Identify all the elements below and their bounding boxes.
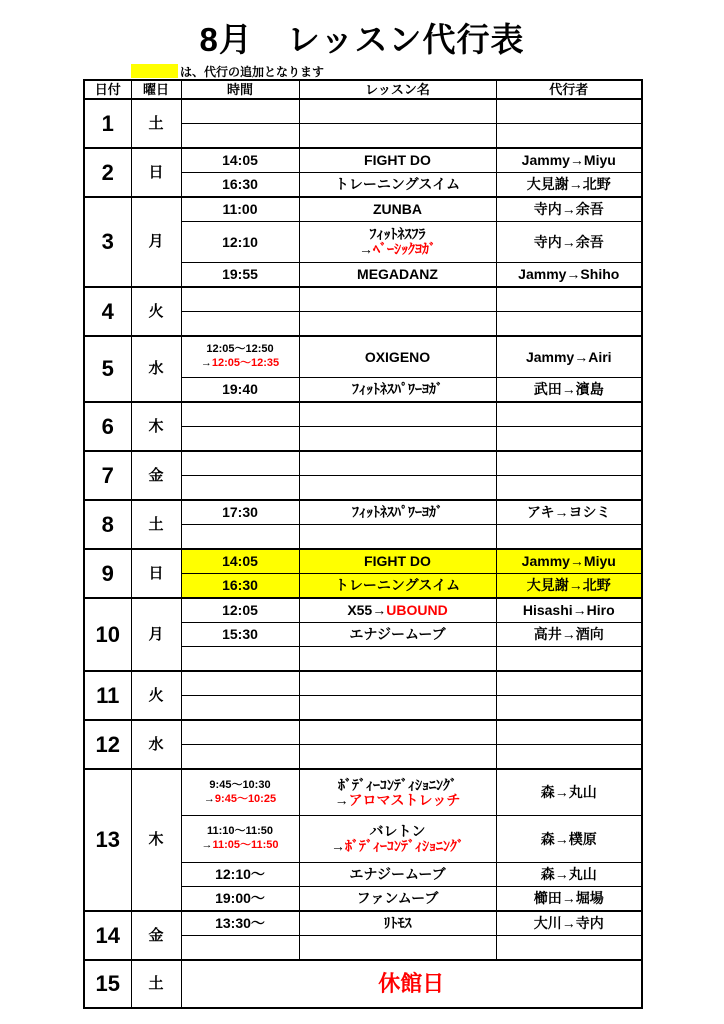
weekday-value: 日 bbox=[148, 163, 164, 181]
time-value: 12:10 bbox=[222, 233, 258, 250]
lesson-cell bbox=[299, 263, 496, 288]
time-value: 19:55 bbox=[222, 266, 258, 283]
lesson-cell bbox=[299, 549, 496, 574]
time-cell bbox=[181, 671, 299, 696]
weekday-value: 土 bbox=[148, 114, 164, 132]
time-cell bbox=[181, 197, 299, 222]
date-value: 8 bbox=[101, 511, 114, 537]
weekday-value: 金 bbox=[148, 466, 164, 484]
weekday-cell bbox=[131, 197, 181, 287]
time-cell bbox=[181, 427, 299, 452]
table-row bbox=[84, 148, 642, 173]
time-cell bbox=[181, 124, 299, 149]
lesson-original: X55 bbox=[347, 602, 373, 619]
instructor-cell bbox=[496, 476, 642, 501]
instructor-change: 大見謝→北野 bbox=[526, 176, 611, 193]
lesson-name: エナジームーブ bbox=[349, 866, 446, 883]
time-changed: 9:45～10:25 bbox=[214, 792, 277, 805]
date-value: 4 bbox=[101, 298, 114, 324]
lesson-cell bbox=[299, 402, 496, 427]
lesson-name: MEGADANZ bbox=[357, 266, 438, 283]
table-row bbox=[84, 911, 642, 936]
lesson-cell bbox=[299, 745, 496, 770]
instructor-change: 高井→酒向 bbox=[533, 626, 604, 643]
lesson-name: ZUNBA bbox=[373, 201, 422, 218]
lesson-cell bbox=[299, 222, 496, 263]
date-cell bbox=[84, 197, 131, 287]
header-date: 日付 bbox=[84, 80, 131, 99]
lesson-cell bbox=[299, 647, 496, 672]
table-row bbox=[84, 598, 642, 623]
date-cell bbox=[84, 451, 131, 500]
highlight-legend-swatch bbox=[131, 64, 178, 78]
instructor-cell bbox=[496, 451, 642, 476]
weekday-value: 火 bbox=[148, 686, 164, 704]
lesson-cell bbox=[299, 623, 496, 647]
time-cell bbox=[181, 936, 299, 961]
table-header-row bbox=[84, 80, 642, 99]
table-body bbox=[84, 99, 642, 1008]
weekday-cell bbox=[131, 671, 181, 720]
instructor-change: 寺内→余吾 bbox=[533, 233, 604, 250]
instructor-change: 森→樸原 bbox=[540, 830, 597, 847]
table-row bbox=[84, 287, 642, 312]
time-cell bbox=[181, 769, 299, 816]
weekday-value: 水 bbox=[148, 735, 164, 753]
instructor-cell bbox=[496, 623, 642, 647]
table-row bbox=[84, 671, 642, 696]
lesson-cell bbox=[299, 148, 496, 173]
instructor-change: Hisashi→Hiro bbox=[522, 602, 615, 619]
lesson-changed: アロマストレッチ bbox=[348, 791, 461, 808]
date-cell bbox=[84, 336, 131, 402]
lesson-cell bbox=[299, 197, 496, 222]
time-cell bbox=[181, 476, 299, 501]
lesson-cell bbox=[299, 525, 496, 550]
weekday-cell bbox=[131, 769, 181, 911]
lesson-cell bbox=[299, 378, 496, 403]
time-cell bbox=[181, 696, 299, 721]
time-cell bbox=[181, 745, 299, 770]
instructor-cell bbox=[496, 745, 642, 770]
date-value: 3 bbox=[101, 229, 114, 255]
date-cell bbox=[84, 99, 131, 148]
instructor-cell bbox=[496, 887, 642, 912]
substitute-schedule-table bbox=[83, 79, 643, 1009]
time-value: 16:30 bbox=[222, 577, 258, 594]
time-arrow: → bbox=[201, 839, 213, 851]
time-value: 17:30 bbox=[222, 504, 258, 521]
instructor-cell bbox=[496, 402, 642, 427]
time-cell bbox=[181, 911, 299, 936]
instructor-cell bbox=[496, 696, 642, 721]
date-cell bbox=[84, 720, 131, 769]
time-cell bbox=[181, 263, 299, 288]
instructor-cell bbox=[496, 574, 642, 599]
time-cell bbox=[181, 148, 299, 173]
lesson-cell bbox=[299, 574, 496, 599]
time-cell bbox=[181, 173, 299, 198]
weekday-cell bbox=[131, 960, 181, 1008]
instructor-cell bbox=[496, 816, 642, 863]
time-cell bbox=[181, 816, 299, 863]
time-original: 11:10～11:50 bbox=[206, 825, 274, 838]
instructor-change: 武田→濱島 bbox=[533, 381, 604, 398]
closed-label: 休館日 bbox=[378, 971, 445, 997]
lesson-name: トレーニングスイム bbox=[334, 577, 461, 594]
weekday-cell bbox=[131, 148, 181, 197]
header-lesson: レッスン名 bbox=[299, 80, 496, 99]
time-cell bbox=[181, 402, 299, 427]
header-time: 時間 bbox=[181, 80, 299, 99]
lesson-cell bbox=[299, 427, 496, 452]
table-row bbox=[84, 960, 642, 1008]
instructor-cell bbox=[496, 124, 642, 149]
time-cell bbox=[181, 549, 299, 574]
time-cell bbox=[181, 99, 299, 124]
lesson-cell bbox=[299, 476, 496, 501]
date-value: 5 bbox=[101, 356, 114, 382]
time-cell bbox=[181, 598, 299, 623]
weekday-value: 土 bbox=[148, 975, 164, 993]
lesson-cell bbox=[299, 769, 496, 816]
instructor-cell bbox=[496, 263, 642, 288]
lesson-arrow: → bbox=[359, 241, 373, 257]
date-cell bbox=[84, 287, 131, 336]
lesson-name: エナジームーブ bbox=[349, 626, 446, 643]
date-cell bbox=[84, 769, 131, 911]
instructor-cell bbox=[496, 549, 642, 574]
page-title: 8月 レッスン代行表 bbox=[199, 21, 525, 58]
lesson-cell bbox=[299, 124, 496, 149]
instructor-change: Jammy→Miyu bbox=[521, 152, 616, 169]
lesson-cell bbox=[299, 173, 496, 198]
time-value: 14:05 bbox=[222, 553, 258, 570]
lesson-cell bbox=[299, 816, 496, 863]
lesson-name: ﾘﾄﾓｽ bbox=[383, 915, 412, 932]
instructor-change: Jammy→Airi bbox=[525, 348, 612, 365]
lesson-cell bbox=[299, 887, 496, 912]
table-row bbox=[84, 451, 642, 476]
date-cell bbox=[84, 671, 131, 720]
date-value: 15 bbox=[95, 971, 120, 997]
date-value: 6 bbox=[101, 413, 114, 439]
lesson-changed: UBOUND bbox=[386, 602, 448, 619]
date-cell bbox=[84, 500, 131, 549]
lesson-name: ﾌｨｯﾄﾈｽﾊﾟﾜｰﾖｶﾞ bbox=[352, 381, 443, 398]
time-cell bbox=[181, 378, 299, 403]
time-cell bbox=[181, 500, 299, 525]
highlight-legend-note: は、代行の追加となります bbox=[180, 65, 325, 79]
weekday-cell bbox=[131, 402, 181, 451]
instructor-cell bbox=[496, 148, 642, 173]
time-changed: 11:05～11:50 bbox=[212, 839, 279, 851]
lesson-cell bbox=[299, 911, 496, 936]
instructor-cell bbox=[496, 863, 642, 887]
date-value: 13 bbox=[95, 827, 120, 853]
table-row bbox=[84, 720, 642, 745]
weekday-value: 日 bbox=[148, 564, 164, 582]
time-value: 13:30～ bbox=[215, 915, 265, 932]
date-value: 2 bbox=[101, 159, 114, 185]
time-value: 12:05 bbox=[222, 602, 258, 619]
time-value: 14:05 bbox=[222, 152, 258, 169]
time-value: 19:00～ bbox=[215, 890, 265, 907]
lesson-cell bbox=[299, 696, 496, 721]
weekday-cell bbox=[131, 911, 181, 960]
weekday-value: 水 bbox=[148, 360, 164, 378]
weekday-cell bbox=[131, 598, 181, 671]
lesson-arrow: → bbox=[334, 791, 349, 808]
weekday-cell bbox=[131, 336, 181, 402]
instructor-cell bbox=[496, 287, 642, 312]
weekday-value: 火 bbox=[148, 302, 164, 320]
time-cell bbox=[181, 525, 299, 550]
lesson-cell bbox=[299, 598, 496, 623]
table-row bbox=[84, 769, 642, 816]
instructor-cell bbox=[496, 336, 642, 378]
table-row bbox=[84, 402, 642, 427]
date-cell bbox=[84, 960, 131, 1008]
header-instructor: 代行者 bbox=[496, 80, 642, 99]
lesson-cell bbox=[299, 99, 496, 124]
date-value: 9 bbox=[101, 560, 114, 586]
time-changed: 12:05～12:35 bbox=[211, 357, 280, 369]
date-value: 1 bbox=[101, 110, 114, 136]
time-cell bbox=[181, 336, 299, 378]
instructor-change: 森→丸山 bbox=[540, 866, 597, 883]
instructor-cell bbox=[496, 647, 642, 672]
date-value: 10 bbox=[95, 621, 120, 647]
instructor-cell bbox=[496, 173, 642, 198]
header-weekday: 曜日 bbox=[131, 80, 181, 99]
lesson-original: ﾌｨｯﾄﾈｽﾌﾗ bbox=[369, 226, 426, 243]
instructor-cell bbox=[496, 598, 642, 623]
time-original: 12:05～12:50 bbox=[206, 343, 274, 356]
date-cell bbox=[84, 402, 131, 451]
instructor-change: 櫛田→堀場 bbox=[533, 890, 604, 907]
lesson-cell bbox=[299, 451, 496, 476]
weekday-value: 月 bbox=[148, 625, 164, 643]
time-cell bbox=[181, 623, 299, 647]
instructor-change: 大見謝→北野 bbox=[526, 577, 611, 594]
lesson-name: ﾌｨｯﾄﾈｽﾊﾟﾜｰﾖｶﾞ bbox=[352, 504, 443, 521]
time-value: 19:40 bbox=[222, 381, 258, 398]
instructor-cell bbox=[496, 525, 642, 550]
table-row bbox=[84, 500, 642, 525]
time-value: 16:30 bbox=[222, 176, 258, 193]
time-arrow: → bbox=[200, 357, 212, 369]
instructor-cell bbox=[496, 671, 642, 696]
instructor-change: 寺内→余吾 bbox=[533, 201, 604, 218]
lesson-cell bbox=[299, 312, 496, 337]
lesson-changed: ﾎﾞﾃﾞｨｰｺﾝﾃﾞｨｼｮﾆﾝｸﾞ bbox=[345, 838, 464, 854]
lesson-arrow: → bbox=[372, 602, 387, 619]
lesson-name: トレーニングスイム bbox=[334, 176, 461, 193]
instructor-cell bbox=[496, 197, 642, 222]
instructor-cell bbox=[496, 769, 642, 816]
lesson-name: ファンムーブ bbox=[356, 890, 439, 907]
lesson-cell bbox=[299, 287, 496, 312]
lesson-original: ﾎﾞﾃﾞｨｰｺﾝﾃﾞｨｼｮﾆﾝｸﾞ bbox=[338, 776, 457, 793]
weekday-value: 木 bbox=[148, 417, 164, 435]
instructor-change: 森→丸山 bbox=[540, 784, 597, 801]
lesson-cell bbox=[299, 863, 496, 887]
weekday-cell bbox=[131, 500, 181, 549]
time-cell bbox=[181, 720, 299, 745]
table-row bbox=[84, 197, 642, 222]
lesson-changed: ﾍﾞｰｼｯｸﾖｶﾞ bbox=[373, 241, 436, 257]
date-value: 11 bbox=[96, 682, 120, 708]
instructor-change: Jammy→Shiho bbox=[518, 266, 620, 283]
instructor-change: アキ→ヨシミ bbox=[527, 504, 611, 521]
lesson-cell bbox=[299, 936, 496, 961]
weekday-value: 木 bbox=[148, 831, 164, 849]
instructor-cell bbox=[496, 936, 642, 961]
time-cell bbox=[181, 574, 299, 599]
date-value: 7 bbox=[101, 462, 114, 488]
date-cell bbox=[84, 148, 131, 197]
lesson-arrow: → bbox=[331, 838, 345, 854]
weekday-cell bbox=[131, 549, 181, 598]
lesson-cell bbox=[299, 671, 496, 696]
lesson-name: FIGHT DO bbox=[364, 152, 431, 169]
time-cell bbox=[181, 887, 299, 912]
weekday-value: 月 bbox=[148, 233, 164, 251]
table-row bbox=[84, 99, 642, 124]
date-value: 12 bbox=[95, 731, 120, 757]
weekday-cell bbox=[131, 720, 181, 769]
table-row bbox=[84, 549, 642, 574]
instructor-change: Jammy→Miyu bbox=[521, 553, 616, 570]
instructor-cell bbox=[496, 378, 642, 403]
time-value: 15:30 bbox=[222, 626, 258, 643]
lesson-original: バレトン bbox=[369, 823, 426, 840]
instructor-cell bbox=[496, 720, 642, 745]
date-cell bbox=[84, 598, 131, 671]
instructor-change: 大川→寺内 bbox=[533, 915, 604, 932]
lesson-cell bbox=[299, 500, 496, 525]
time-value: 11:00 bbox=[222, 201, 258, 218]
time-cell bbox=[181, 222, 299, 263]
time-cell bbox=[181, 312, 299, 337]
lesson-name: FIGHT DO bbox=[364, 553, 431, 570]
weekday-value: 金 bbox=[148, 926, 164, 944]
weekday-cell bbox=[131, 451, 181, 500]
weekday-cell bbox=[131, 287, 181, 336]
time-value: 12:10～ bbox=[215, 866, 265, 883]
date-cell bbox=[84, 549, 131, 598]
instructor-cell bbox=[496, 427, 642, 452]
time-cell bbox=[181, 287, 299, 312]
lesson-cell bbox=[299, 336, 496, 378]
weekday-cell bbox=[131, 99, 181, 148]
instructor-cell bbox=[496, 312, 642, 337]
date-cell bbox=[84, 911, 131, 960]
weekday-value: 土 bbox=[148, 515, 164, 533]
date-value: 14 bbox=[95, 922, 120, 948]
lesson-cell bbox=[299, 720, 496, 745]
time-arrow: → bbox=[203, 792, 215, 805]
table-row bbox=[84, 336, 642, 378]
time-original: 9:45～10:30 bbox=[209, 778, 271, 791]
instructor-cell bbox=[496, 500, 642, 525]
time-cell bbox=[181, 863, 299, 887]
instructor-cell bbox=[496, 99, 642, 124]
instructor-cell bbox=[496, 222, 642, 263]
time-cell bbox=[181, 451, 299, 476]
lesson-name: OXIGENO bbox=[364, 348, 431, 365]
instructor-cell bbox=[496, 911, 642, 936]
closed-cell bbox=[181, 960, 642, 1008]
time-cell bbox=[181, 647, 299, 672]
